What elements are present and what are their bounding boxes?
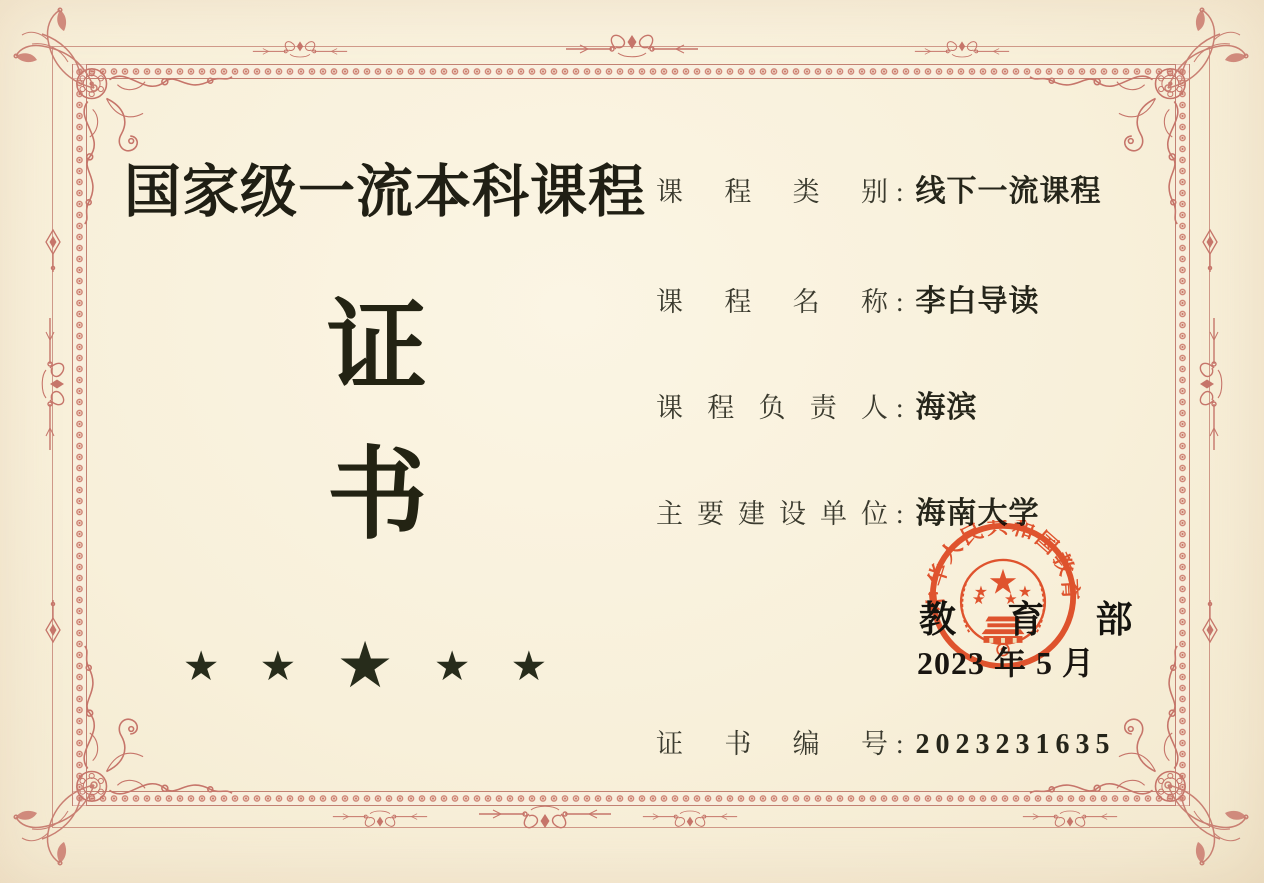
edge-scroll-icon [1020,806,1120,830]
field-value: 李白导读 [915,285,1040,318]
star-icon: ★ [336,629,394,703]
field-label: 课 程 负 责 人 [656,393,888,423]
field-value: 海滨 [915,391,978,424]
seal-date: 2023 年 5 月 [916,645,1095,681]
field-course-name [656,276,1040,320]
edge-scroll-icon [562,31,702,63]
edge-diamond-icon [43,596,63,644]
field-label: 主 要 建 设 单 位 [656,499,888,529]
edge-scroll-icon [250,38,350,62]
corner-leaf-burst-icon [1144,761,1254,871]
edge-diamond-icon [1200,596,1220,644]
field-course-leader [656,382,978,426]
field-colon: : [896,393,904,423]
edge-scroll-icon [475,800,615,832]
corner-leaf-burst-icon [8,2,118,112]
field-colon: : [896,499,904,529]
certificate-word-char2: 书 [327,440,427,551]
field-colon: : [896,287,904,317]
ornamental-band-bottom [72,791,1190,806]
edge-scroll-icon [1196,314,1228,454]
corner-leaf-burst-icon [8,761,118,871]
field-label: 课 程 名 称 [656,287,888,317]
corner-leaf-burst-icon [1144,2,1254,112]
edge-diamond-icon [1200,228,1220,276]
star-rating [140,630,590,702]
seal-issuer-text: 教 育 部 [919,600,1154,641]
field-colon: : [896,177,904,207]
ornamental-band-top [72,64,1190,79]
star-icon: ★ [510,641,548,690]
star-icon: ★ [433,641,471,690]
serial-label: 证 书 编 号 [656,729,888,759]
edge-scroll-icon [640,806,740,830]
certificate-serial [656,722,1116,761]
field-value: 线下一流课程 [915,175,1102,208]
edge-scroll-icon [912,38,1012,62]
field-course-category [656,166,1102,210]
field-colon: : [896,729,904,759]
star-icon: ★ [182,641,220,690]
serial-value: 2023231635 [915,729,1116,760]
certificate-word-char1: 证 [327,292,427,403]
edge-scroll-icon [36,314,68,454]
star-icon: ★ [259,641,297,690]
edge-scroll-icon [330,806,430,830]
field-label: 课 程 类 别 [656,177,888,207]
program-title: 国家级一流本科课程 [124,161,646,224]
field-value: 海南大学 [915,497,1040,530]
edge-diamond-icon [43,228,63,276]
